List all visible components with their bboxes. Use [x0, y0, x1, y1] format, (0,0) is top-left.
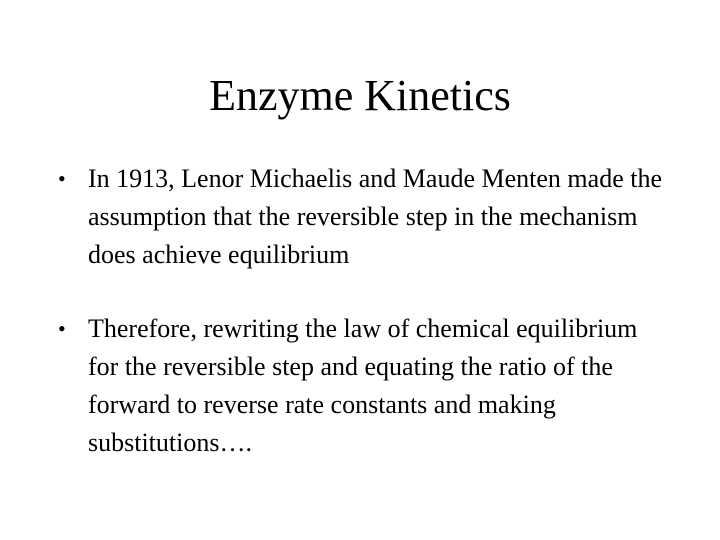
bullet-item — [58, 160, 668, 274]
bullet-text: In 1913, Lenor Michaelis and Maude Menten made the assumption that the reversible step in the mechanism does achieve equilibrium — [88, 164, 662, 269]
bullet-item — [58, 310, 668, 462]
bullet-list — [58, 160, 668, 462]
slide-title: Enzyme Kinetics — [209, 71, 511, 120]
bullet-text: Therefore, rewriting the law of chemical equilibrium for the reversible step and equating the ratio of the forward to reverse rate constants and making substitutions…. — [88, 314, 638, 457]
bullet-marker-icon: • — [58, 166, 66, 191]
bullet-marker-icon: • — [58, 316, 66, 341]
